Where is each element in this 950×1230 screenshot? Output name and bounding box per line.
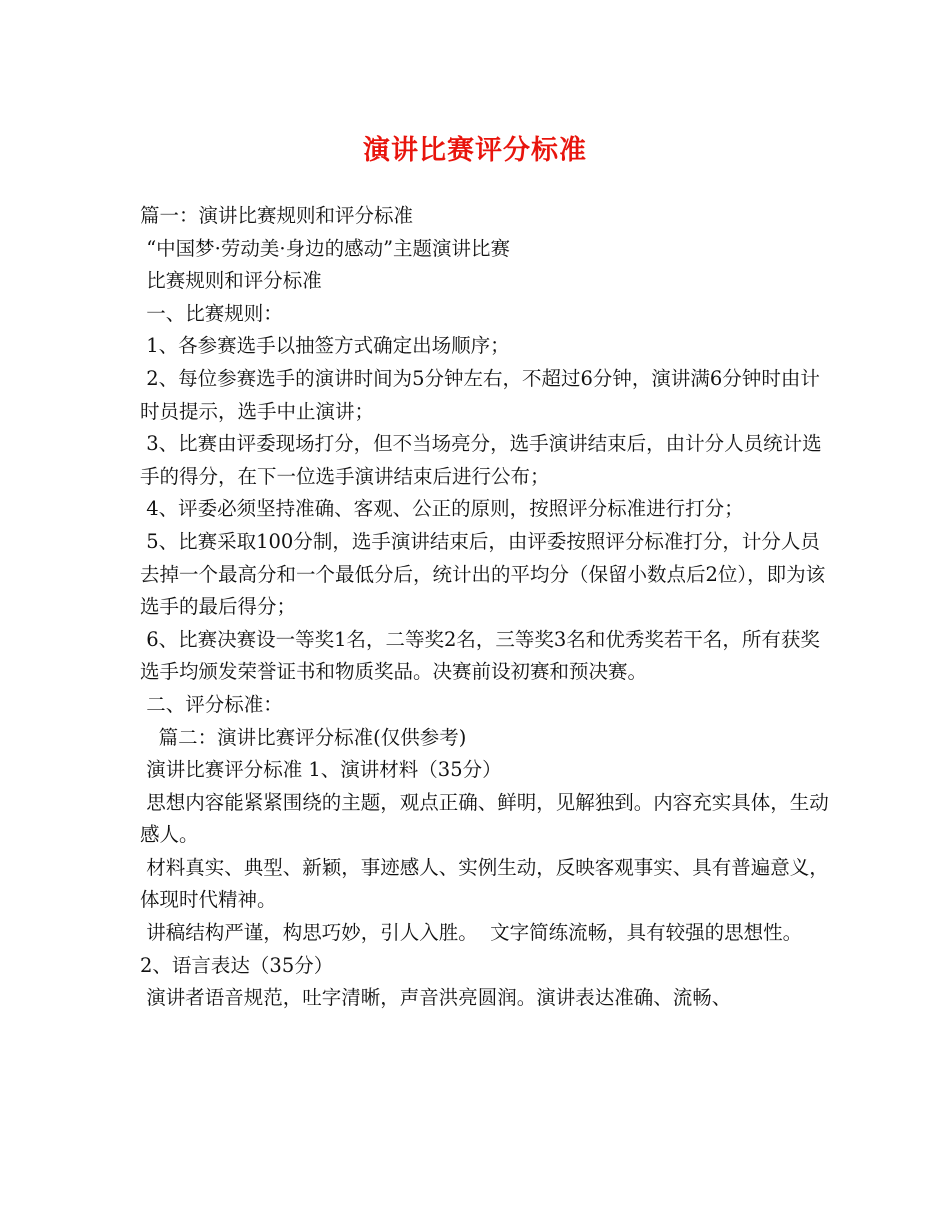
paragraph: 演讲比赛评分标准 1、演讲材料（35分）	[140, 758, 502, 782]
paragraph: 思想内容能紧紧围绕的主题，观点正确、鲜明，见解独到。内容充实具体，生动感人。	[140, 790, 829, 847]
paragraph: 一、比赛规则：	[140, 301, 283, 325]
paragraph: 1、各参赛选手以抽签方式确定出场顺序；	[140, 334, 510, 358]
paragraph: 演讲者语音规范，吐字清晰，声音洪亮圆润。演讲表达准确、流畅、	[140, 986, 732, 1010]
paragraph: 二、评分标准：	[140, 692, 283, 716]
document-body	[140, 200, 830, 1015]
paragraph: 篇二：演讲比赛评分标准(仅供参考)	[140, 725, 467, 749]
paragraph: 3、比赛由评委现场打分，但不当场亮分，选手演讲结束后，由计分人员统计选手的得分，在下一位选手演讲结束后进行公布；	[140, 432, 822, 488]
paragraph: 材料真实、典型、新颖，事迹感人、实例生动，反映客观事实、具有普遍意义，体现时代精神。	[140, 855, 829, 912]
document-title: 演讲比赛评分标准	[363, 135, 587, 166]
paragraph: 6、比赛决赛设一等奖1名，二等奖2名，三等奖3名和优秀奖若干名，所有获奖选手均颁发荣誉证书和物质奖品。决赛前设初赛和预决赛。	[140, 627, 820, 684]
paragraph: 5、比赛采取100分制，选手演讲结束后，由评委按照评分标准打分，计分人员去掉一个最高分和一个最低分后，统计出的平均分（保留小数点后2位），即为该选手的最后得分；	[140, 529, 826, 619]
paragraph: “中国梦·劳动美·身边的感动”主题演讲比赛	[140, 236, 511, 260]
paragraph: 2、每位参赛选手的演讲时间为5分钟左右，不超过6分钟，演讲满6分钟时由计时员提示，选手中止演讲；	[140, 366, 820, 423]
paragraph: 篇一：演讲比赛规则和评分标准	[140, 204, 414, 227]
paragraph: 讲稿结构严谨，构思巧妙，引人入胜。 文字简练流畅，具有较强的思想性。 2、语言表达（35分）	[140, 921, 809, 977]
paragraph: 4、评委必须坚持准确、客观、公正的原则，按照评分标准进行打分；	[140, 497, 744, 521]
paragraph: 比赛规则和评分标准	[140, 269, 322, 293]
